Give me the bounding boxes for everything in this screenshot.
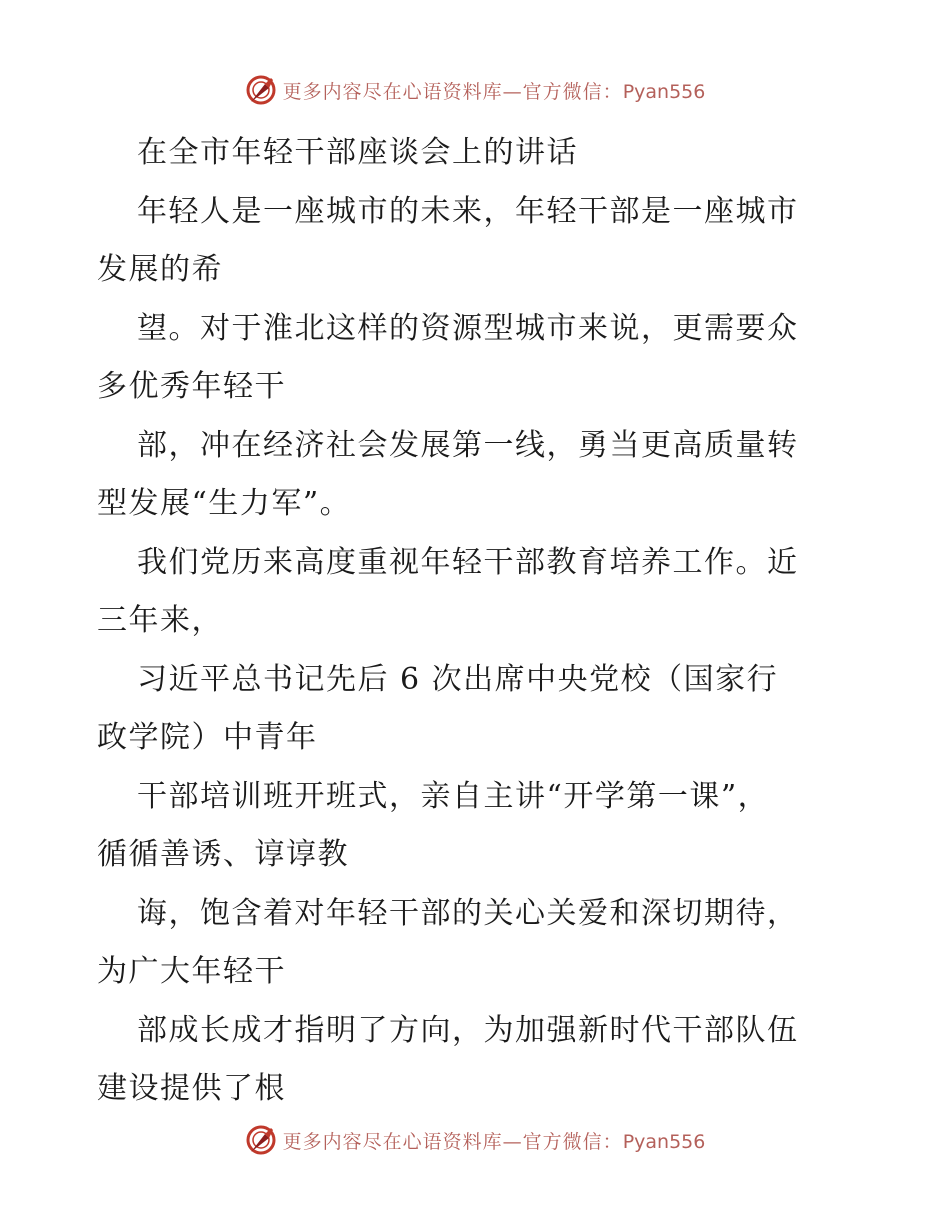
banner-wechat-label: 官方微信： <box>522 80 623 103</box>
text-line: 部，冲在经济社会发展第一线，勇当更高质量转 <box>137 427 799 463</box>
pen-nib-circle-logo-icon <box>245 1124 277 1156</box>
text-line: 型发展“生力军”。 <box>97 486 352 521</box>
header-banner <box>0 70 950 110</box>
text-line: 部成长成才指明了方向，为加强新时代干部队伍 <box>137 1012 799 1048</box>
text-line: 为广大年轻干 <box>97 954 286 989</box>
document-body <box>97 124 857 1119</box>
text-line: 干部培训班开班式，亲自主讲“开学第一课”， <box>137 778 770 814</box>
banner-wechat-id: Pyan556 <box>622 1130 706 1153</box>
text-line: 望。对于淮北这样的资源型城市来说，更需要众 <box>137 310 799 346</box>
text-line: 三年来， <box>97 603 223 638</box>
banner-dash: — <box>502 80 523 103</box>
text-line: 习近平总书记先后 6 次出席中央党校（国家行 <box>137 661 779 697</box>
banner-text <box>283 77 706 104</box>
text-line: 循循善诱、谆谆教 <box>97 837 349 872</box>
text-line: 建设提供了根 <box>97 1071 286 1106</box>
text-line: 政学院）中青年 <box>97 720 318 755</box>
banner-text <box>283 1127 706 1154</box>
banner-dash: — <box>502 1130 523 1153</box>
text-line: 我们党历来高度重视年轻干部教育培养工作。近 <box>137 544 799 580</box>
document-title: 在全市年轻干部座谈会上的讲话 <box>137 135 578 170</box>
text-line: 多优秀年轻干 <box>97 369 286 404</box>
pen-nib-circle-logo-icon <box>245 74 277 106</box>
banner-wechat-id: Pyan556 <box>622 80 706 103</box>
text-line: 发展的希 <box>97 252 223 287</box>
text-line: 年轻人是一座城市的未来，年轻干部是一座城市 <box>137 193 799 229</box>
banner-main-text: 更多内容尽在心语资料库 <box>282 1130 503 1153</box>
banner-main-text: 更多内容尽在心语资料库 <box>282 80 503 103</box>
footer-banner <box>0 1120 950 1160</box>
text-line: 诲，饱含着对年轻干部的关心关爱和深切期待， <box>137 895 799 931</box>
banner-wechat-label: 官方微信： <box>522 1130 623 1153</box>
